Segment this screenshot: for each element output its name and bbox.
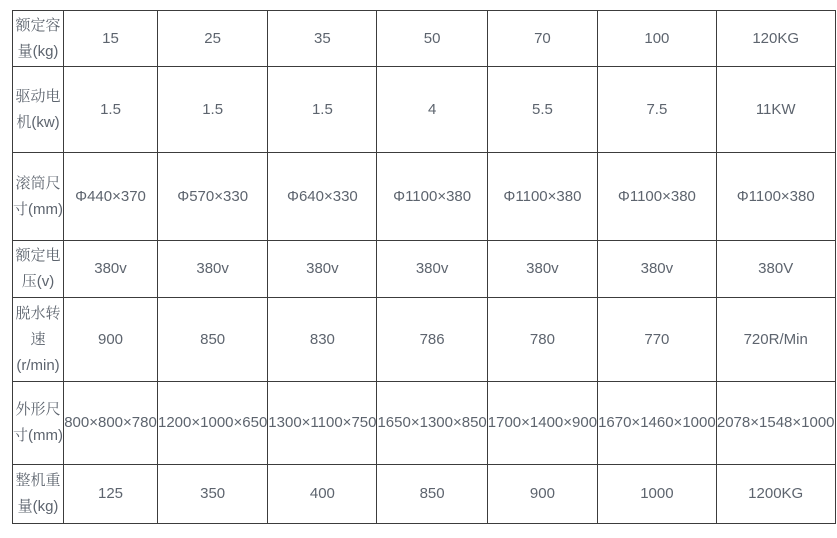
value-cell: 380v	[64, 241, 158, 298]
value-cell: 70	[487, 11, 597, 67]
value-cell: Φ1100×380	[487, 153, 597, 241]
row-label: 整机重量(kg)	[13, 465, 64, 524]
table-row	[13, 11, 836, 67]
value-cell: 1200KG	[716, 465, 835, 524]
value-cell: 1.5	[64, 67, 158, 153]
value-cell: 50	[377, 11, 487, 67]
spec-table	[12, 10, 836, 524]
value-cell: 1.5	[268, 67, 377, 153]
value-cell: 11KW	[716, 67, 835, 153]
row-label: 滚筒尺寸(mm)	[13, 153, 64, 241]
value-cell: 780	[487, 298, 597, 382]
value-cell: 720R/Min	[716, 298, 835, 382]
value-cell: 1300×1100×750	[268, 382, 377, 465]
value-cell: 900	[487, 465, 597, 524]
value-cell: 1200×1000×650	[158, 382, 268, 465]
spec-table-container	[12, 10, 836, 524]
value-cell: 1700×1400×900	[487, 382, 597, 465]
value-cell: 770	[598, 298, 717, 382]
value-cell: 830	[268, 298, 377, 382]
value-cell: 25	[158, 11, 268, 67]
value-cell: 5.5	[487, 67, 597, 153]
value-cell: 380V	[716, 241, 835, 298]
value-cell: 4	[377, 67, 487, 153]
value-cell: 850	[377, 465, 487, 524]
value-cell: 125	[64, 465, 158, 524]
row-label: 驱动电机(kw)	[13, 67, 64, 153]
row-label: 额定容量(kg)	[13, 11, 64, 67]
value-cell: 120KG	[716, 11, 835, 67]
value-cell: 350	[158, 465, 268, 524]
value-cell: 15	[64, 11, 158, 67]
value-cell: 380v	[598, 241, 717, 298]
value-cell: 1.5	[158, 67, 268, 153]
value-cell: 786	[377, 298, 487, 382]
row-label: 额定电压(v)	[13, 241, 64, 298]
value-cell: Φ1100×380	[377, 153, 487, 241]
spec-table-body	[13, 11, 836, 524]
value-cell: 2078×1548×1000	[716, 382, 835, 465]
value-cell: 400	[268, 465, 377, 524]
value-cell: 380v	[158, 241, 268, 298]
value-cell: 1650×1300×850	[377, 382, 487, 465]
value-cell: 35	[268, 11, 377, 67]
value-cell: 1000	[598, 465, 717, 524]
row-label: 外形尺寸(mm)	[13, 382, 64, 465]
value-cell: 1670×1460×1000	[598, 382, 717, 465]
value-cell: 800×800×780	[64, 382, 158, 465]
value-cell: Φ640×330	[268, 153, 377, 241]
value-cell: Φ1100×380	[716, 153, 835, 241]
table-row	[13, 298, 836, 382]
value-cell: 380v	[487, 241, 597, 298]
row-label: 脱水转速(r/min)	[13, 298, 64, 382]
table-row	[13, 382, 836, 465]
value-cell: 850	[158, 298, 268, 382]
table-row	[13, 153, 836, 241]
value-cell: 100	[598, 11, 717, 67]
value-cell: Φ1100×380	[598, 153, 717, 241]
value-cell: 900	[64, 298, 158, 382]
value-cell: 380v	[268, 241, 377, 298]
value-cell: 380v	[377, 241, 487, 298]
table-row	[13, 67, 836, 153]
table-row	[13, 465, 836, 524]
value-cell: Φ570×330	[158, 153, 268, 241]
value-cell: 7.5	[598, 67, 717, 153]
value-cell: Φ440×370	[64, 153, 158, 241]
table-row	[13, 241, 836, 298]
